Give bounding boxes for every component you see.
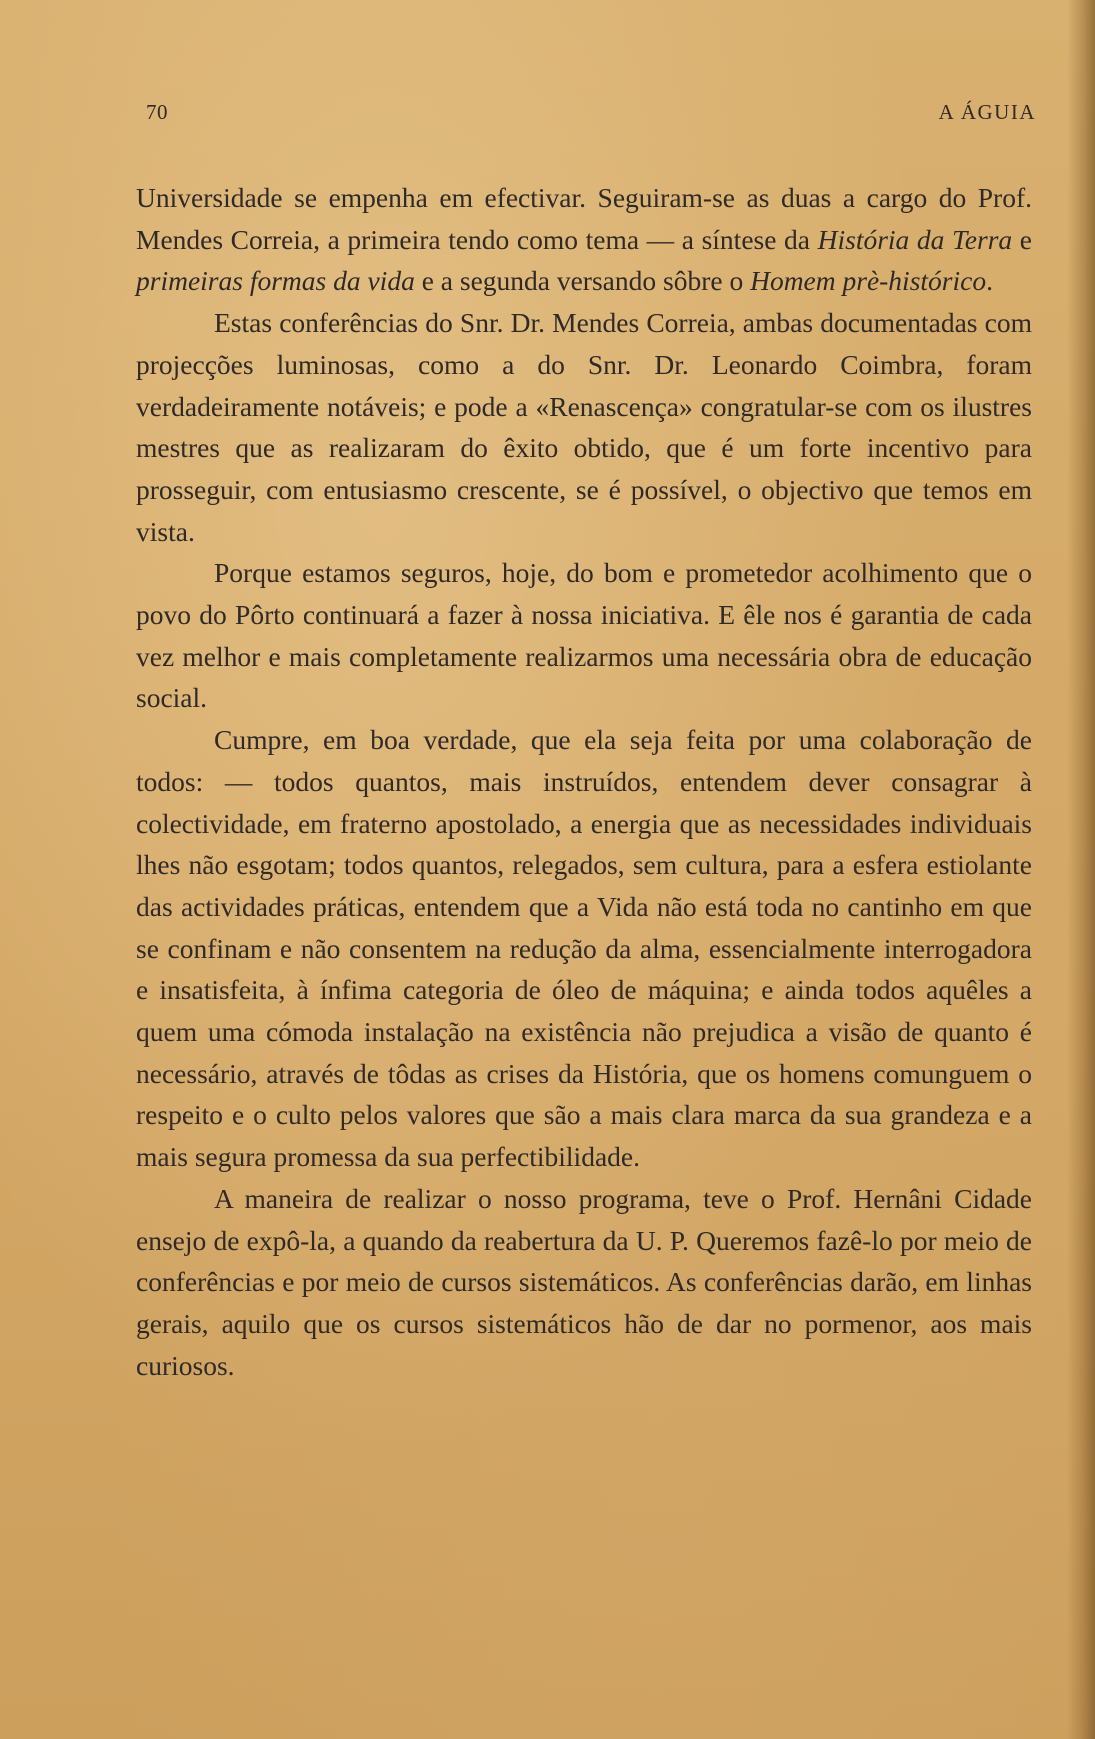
paragraph-4: Cumpre, em boa verdade, que ela seja feita por uma colaboração de todos: — todos quantos, mais instruídos, entendem dever consagrar à colectividade, em fraterno apostolado, a energia que as necessidades individuais lhes não esgotam; todos quantos, relegados, sem cultura, para a esfera estiolante das actividades práticas, entendem que a Vida não está toda no cantinho em que se confinam e não consentem na redução da alma, essencialmente interrogadora e insatisfeita, à ínfima categoria de óleo de máquina; e ainda todos aquêles a quem uma cómoda instalação na existência não prejudica a visão de quanto é necessário, através de tôdas as crises da História, que os homens comunguem o respeito e o culto pelos valores que são a mais clara marca da sua grandeza e a mais segura promessa da sua perfectibilidade. (136, 724, 1032, 1173)
paragraph-1-text-a: Universidade se empenha em efectivar. Seguiram-se as duas a cargo do Prof. Mendes Correia, a primeira tendo como tema — a síntese da (136, 182, 1032, 255)
paragraph-1-text-c: e a segunda versando sôbre o (414, 265, 751, 297)
paragraph-1-italic-historia: História da Terra (817, 223, 1013, 255)
running-head (146, 100, 1036, 128)
paragraph-5: A maneira de realizar o nosso programa, teve o Prof. Hernâni Cidade ensejo de expô-la, a quando da reabertura da U. P. Queremos fazê-lo por meio de conferências e por meio de cursos sistemáticos. As conferências darão, em linhas gerais, aquilo que os cursos sistemáticos hão de dar no pormenor, aos mais curiosos. (136, 1182, 1032, 1381)
paragraph-1 (136, 177, 1032, 302)
page-edge-shadow (1067, 0, 1095, 1739)
paragraph-1-text-d: . (986, 265, 993, 297)
body-text (136, 177, 1032, 1386)
paragraph-2: Estas conferências do Snr. Dr. Mendes Correia, ambas documentadas com projecções luminosas, como a do Snr. Dr. Leonardo Coimbra, foram verdadeiramente notáveis; e pode a «Renascença» congratular-se com os ilustres mestres que as realizaram do êxito obtido, que é um forte incentivo para prosseguir, com entusiasmo crescente, se é possível, o objectivo que temos em vista. (136, 307, 1032, 547)
paragraph-1-text-b: e (1012, 223, 1032, 255)
page-number: 70 (146, 100, 168, 124)
paragraph-3: Porque estamos seguros, hoje, do bom e prometedor acolhimento que o povo do Pôrto continuará a fazer à nossa iniciativa. E êle nos é garantia de cada vez melhor e mais completamente realizarmos uma necessária obra de educação social. (136, 557, 1032, 714)
paragraph-1-italic-homem: Homem prè-histórico (750, 265, 987, 297)
journal-title: A ÁGUIA (938, 100, 1036, 124)
paragraph-1-italic-primeiras-formas: primeiras formas da vida (136, 265, 415, 297)
